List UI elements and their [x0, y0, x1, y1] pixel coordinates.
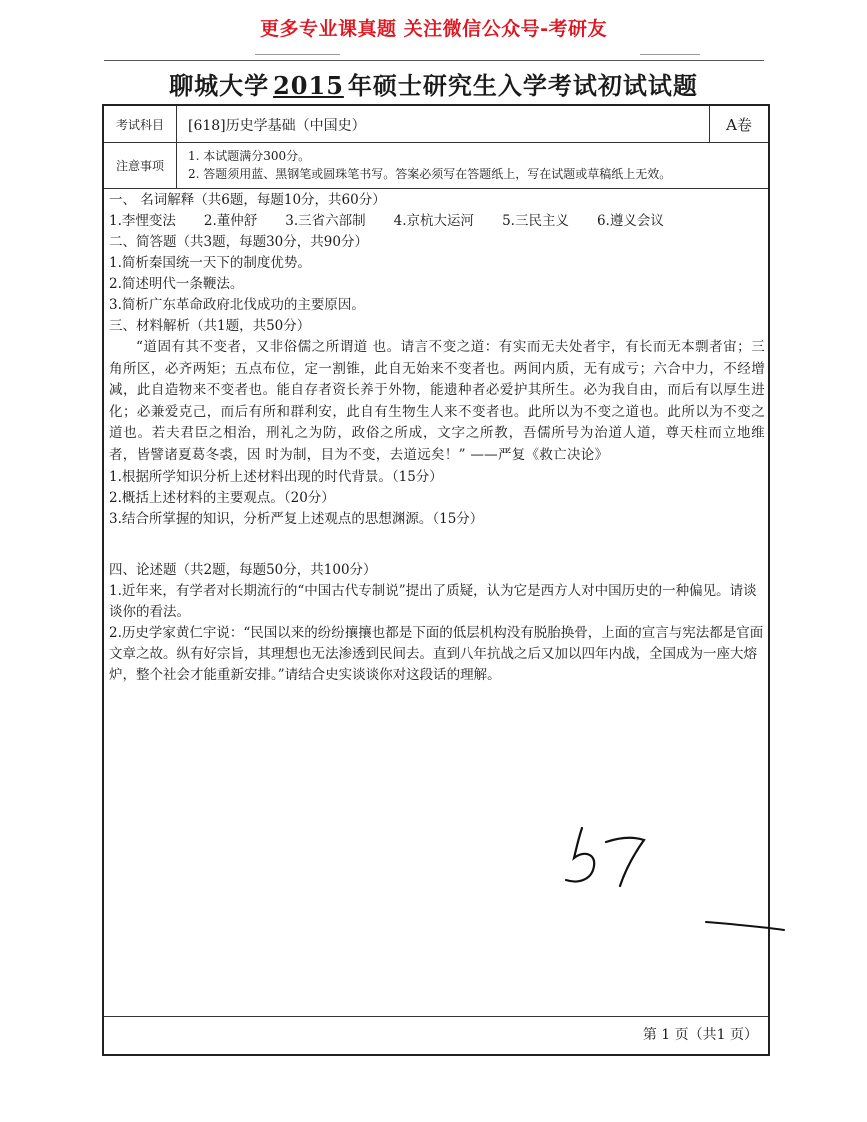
scan-smudge	[255, 54, 340, 55]
subject-label: 考试科目	[104, 106, 177, 142]
term-item: 6.遵义会议	[596, 213, 664, 229]
notes-label: 注意事项	[104, 142, 177, 188]
subject-row	[104, 106, 768, 143]
title-prefix: 聊城大学	[169, 71, 270, 100]
section-heading: 二、简答题（共3题，每题30分，共90分）	[109, 234, 368, 250]
notes-list	[188, 147, 671, 183]
exam-title	[0, 66, 867, 101]
title-suffix: 年硕士研究生入学考试初试试题	[347, 71, 698, 100]
question-item: 3.结合所掌握的知识，分析严复上述观点的思想渊源。（15分）	[109, 510, 484, 527]
section-heading: 三、材料解析（共1题，共50分）	[109, 318, 311, 334]
promo-banner: 更多专业课真题 关注微信公众号-考研友	[259, 18, 607, 40]
title-year: 2015	[273, 71, 344, 100]
term-item: 5.三民主义	[502, 213, 569, 229]
term-item: 3.三省六部制	[285, 213, 366, 229]
scan-smudge	[640, 54, 700, 55]
exam-content	[109, 190, 765, 686]
bottom-rule	[104, 1016, 768, 1017]
question-item: 2.简述明代一条鞭法。	[109, 276, 244, 292]
section-heading: 一、 名词解释（共6题，每题10分，共60分）	[109, 192, 386, 208]
page-number: 第 1 页（共1 页）	[642, 1027, 758, 1043]
paper-label: A卷	[709, 106, 768, 142]
term-list	[109, 211, 765, 232]
handwritten-score-mark	[560, 820, 660, 900]
question-item: 3.简析广东革命政府北伐成功的主要原因。	[109, 297, 365, 313]
question-item: 1.近年来，有学者对长期流行的“中国古代专制说”提出了质疑，认为它是西方人对中国历史的一种偏见。请谈谈你的看法。	[109, 582, 757, 620]
top-rule	[104, 60, 764, 61]
question-item: 2.概括上述材料的主要观点。（20分）	[109, 489, 335, 506]
term-item: 2.董仲舒	[203, 213, 258, 229]
term-item: 4.京杭大运河	[393, 213, 475, 229]
term-item: 1.李悝变法	[109, 213, 176, 229]
question-item: 1.根据所学知识分析上述材料出现的时代背景。（15分）	[109, 468, 443, 485]
material-text: “道固有其不变者，又非俗儒之所谓道 也。请言不变之道：有实而无夫处者宇，有长而无本剽者宙；三角所区，必齐两矩；五点布位，定一割锥，此自无始来不变者也。两间内质，无有成亏；六合中力，不经增减，此自造物来不变者也。能自存者资长养于外物，能遗种者必爱护其所生。必为我自由，而后有以厚生进化；必兼爱克己，而后有所和群利安，此自有生物生人来不变者也。此所以为不变之道也。此所以为不变之道也。若夫君臣之相治，刑礼之为防，政俗之所成，文字之所教，吾儒所号为治道人道，尊天柱而立地维者，皆譬诸夏葛冬裘，因 时为制，目为不变，去道远矣！” ——严复《救亡决论》	[109, 339, 765, 463]
note-item: 2. 答题须用蓝、黑钢笔或圆珠笔书写。答案必须写在答题纸上，写在试题或草稿纸上无效。	[188, 167, 672, 181]
question-item: 2.历史学家黄仁宇说：“民国以来的纷纷攘攘也都是下面的低层机构没有脱胎换骨，上面的宣言与宪法都是官面文章之故。纵有好宗旨，其理想也无法渗透到民间去。直到八年抗战之后又加以四年内战，全国成为一座大熔炉，整个社会才能重新安排。”请结合史实谈谈你对这段话的理解。	[109, 624, 764, 683]
question-item: 1.简析秦国统一天下的制度优势。	[109, 255, 311, 271]
notes-row	[104, 142, 768, 189]
note-item: 1. 本试题满分300分。	[188, 149, 311, 163]
handwritten-stroke	[700, 908, 790, 938]
exam-frame	[102, 104, 770, 1056]
section-heading: 四、论述题（共2题，每题50分，共100分）	[109, 561, 377, 578]
subject-value: [618]历史学基础（中国史）	[188, 118, 366, 134]
